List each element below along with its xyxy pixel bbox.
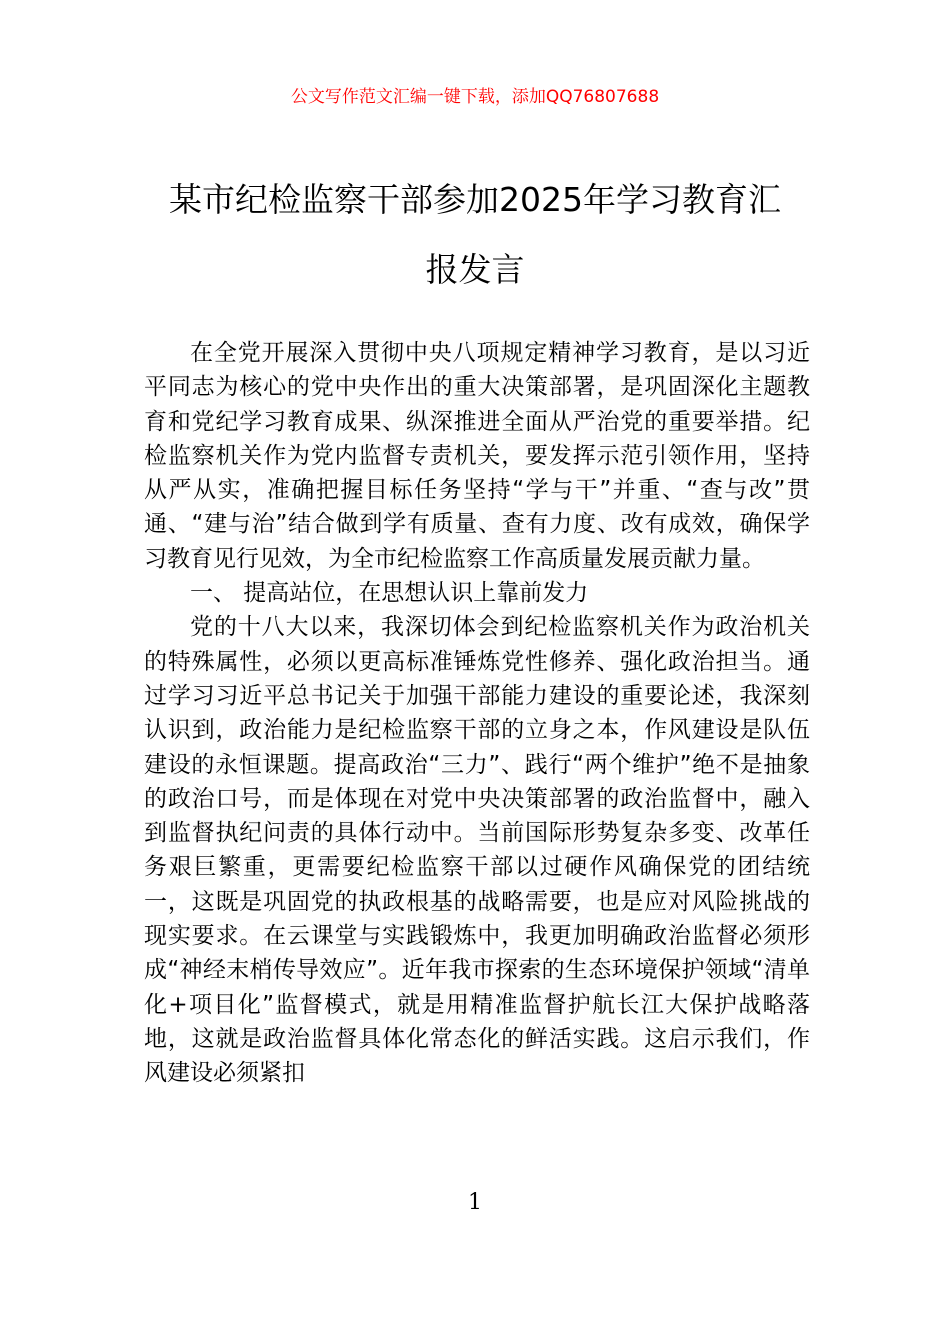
title-line-2: 报发言 [425,250,525,289]
title-line-1: 某市纪检监察干部参加2025年学习教育汇 [169,180,781,219]
paragraph-intro: 在全党开展深入贯彻中央八项规定精神学习教育，是以习近平同志为核心的党中央作出的重大决策部署，是巩固深化主题教育和党纪学习教育成果、纵深推进全面从严治党的重要举措。纪检监察机关作为党内监督专责机关，要发挥示范引领作用，坚持从严从实，准确把握目标任务坚持“学与干”并重、“查与改”贯通、“建与治”结合做到学有质量、查有力度、改有成效，确保学习教育见行见效，为全市纪检监察工作高质量发展贡献力量。 [144,340,810,572]
document-title [140,165,810,305]
document-body [144,336,810,1091]
paragraph-section-1: 党的十八大以来，我深切体会到纪检监察机关作为政治机关的特殊属性，必须以更高标准锤炼党性修养、强化政治担当。通过学习习近平总书记关于加强干部能力建设的重要论述，我深刻认识到，政治能力是纪检监察干部的立身之本，作风建设是队伍建设的永恒课题。提高政治“三力”、践行“两个维护”绝不是抽象的政治口号，而是体现在对党中央决策部署的政治监督中，融入到监督执纪问责的具体行动中。当前国际形势复杂多变、改革任务艰巨繁重，更需要纪检监察干部以过硬作风确保党的团结统一，这既是巩固党的执政根基的战略需要，也是应对风险挑战的现实要求。在云课堂与实践锻炼中，我更加明确政治监督必须形成“神经末梢传导效应”。近年我市探索的生态环境保护领域“清单化+项目化”监督模式，就是用精准监督护航长江大保护战略落地，这就是政治监督具体化常态化的鲜活实践。这启示我们，作风建设必须紧扣 [144,614,810,1087]
page-number: 1 [468,1190,482,1215]
watermark-text: 公文写作范文汇编一键下载，添加QQ76807688 [290,87,660,107]
section-heading-1: 一、 提高站位，在思想认识上靠前发力 [190,580,589,607]
